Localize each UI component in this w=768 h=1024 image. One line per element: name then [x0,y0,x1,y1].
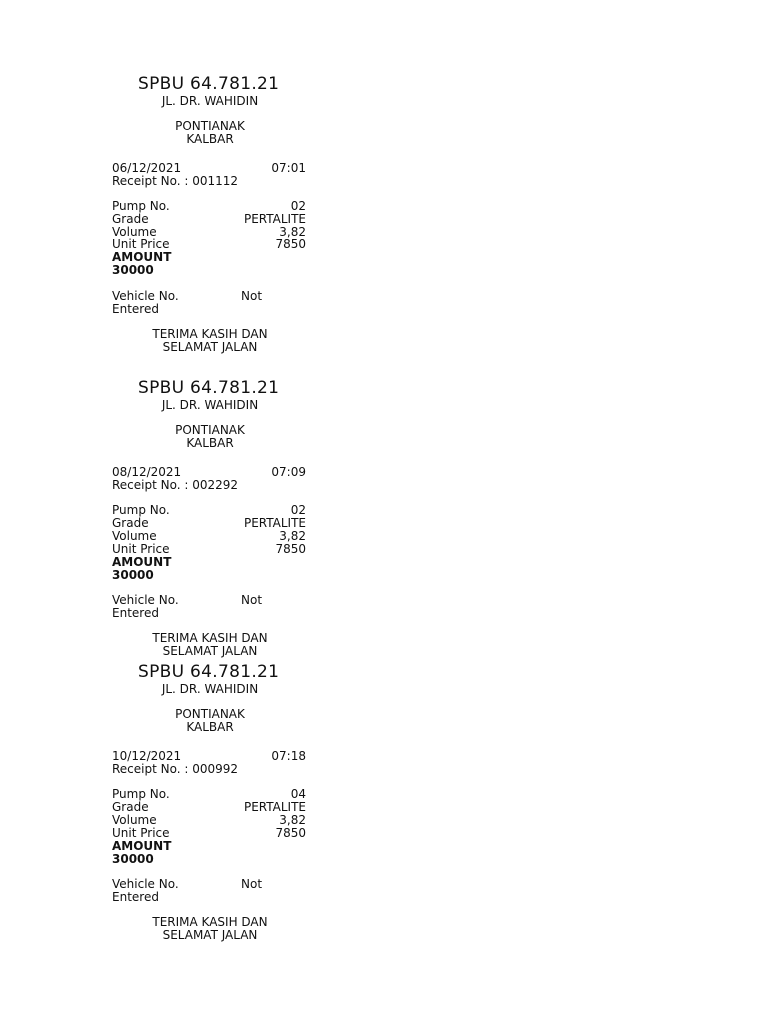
volume-label: Volume [112,813,157,827]
receipt-time: 07:09 [271,465,306,479]
unit-price-value: 7850 [275,237,306,251]
amount-label: AMOUNT [112,250,172,264]
vehicle-value: Not [241,877,263,891]
station-address: JL. DR. WAHIDIN [161,398,259,412]
pump-label: Pump No. [112,503,170,517]
station-title: SPBU 64.781.21 [138,378,280,398]
station-city: PONTIANAK [175,707,245,721]
pump-label: Pump No. [112,787,170,801]
vehicle-label: Vehicle No. [112,593,179,607]
amount-label: AMOUNT [112,555,172,569]
vehicle-label: Vehicle No. [112,289,179,303]
station-city: PONTIANAK [175,119,245,133]
station-address: JL. DR. WAHIDIN [161,682,259,696]
receipt-date: 08/12/2021 [112,465,182,479]
vehicle-value: Not [241,593,263,607]
volume-value: 3,82 [279,813,306,827]
amount-value: 30000 [112,263,154,277]
station-province: KALBAR [186,720,234,734]
volume-value: 3,82 [279,529,306,543]
thank-you-line-1: TERIMA KASIH DAN [152,327,268,341]
vehicle-value-continued: Entered [112,606,159,620]
receipt-time: 07:01 [271,161,306,175]
vehicle-value-continued: Entered [112,302,159,316]
thank-you-line-1: TERIMA KASIH DAN [152,915,268,929]
receipt [0,0,768,316]
unit-price-label: Unit Price [112,542,170,556]
vehicle-label: Vehicle No. [112,877,179,891]
station-address: JL. DR. WAHIDIN [161,94,259,108]
station-city: PONTIANAK [175,423,245,437]
pump-value: 04 [290,787,306,801]
receipt-date: 10/12/2021 [112,749,182,763]
station-province: KALBAR [186,436,234,450]
grade-label: Grade [112,212,149,226]
receipt-date: 06/12/2021 [112,161,182,175]
station-title: SPBU 64.781.21 [138,74,280,94]
pump-label: Pump No. [112,199,170,213]
grade-value: PERTALITE [243,800,306,814]
grade-value: PERTALITE [243,516,306,530]
pump-value: 02 [290,503,306,517]
volume-value: 3,82 [279,225,306,239]
unit-price-label: Unit Price [112,826,170,840]
vehicle-value: Not [241,289,263,303]
grade-label: Grade [112,800,149,814]
thank-you-line-1: TERIMA KASIH DAN [152,631,268,645]
receipt-number: Receipt No. : 002292 [112,478,239,492]
receipt-number: Receipt No. : 001112 [112,174,239,188]
volume-label: Volume [112,529,157,543]
unit-price-label: Unit Price [112,237,170,251]
grade-label: Grade [112,516,149,530]
amount-label: AMOUNT [112,839,172,853]
amount-value: 30000 [112,568,154,582]
unit-price-value: 7850 [275,542,306,556]
unit-price-value: 7850 [275,826,306,840]
thank-you-line-2: SELAMAT JALAN [162,644,258,658]
receipt-number: Receipt No. : 000992 [112,762,239,776]
thank-you-line-2: SELAMAT JALAN [162,928,258,942]
pump-value: 02 [290,199,306,213]
vehicle-value-continued: Entered [112,890,159,904]
amount-value: 30000 [112,852,154,866]
station-title: SPBU 64.781.21 [138,662,280,682]
receipt-time: 07:18 [271,749,306,763]
volume-label: Volume [112,225,157,239]
station-province: KALBAR [186,132,234,146]
grade-value: PERTALITE [243,212,306,226]
thank-you-line-2: SELAMAT JALAN [162,340,258,354]
